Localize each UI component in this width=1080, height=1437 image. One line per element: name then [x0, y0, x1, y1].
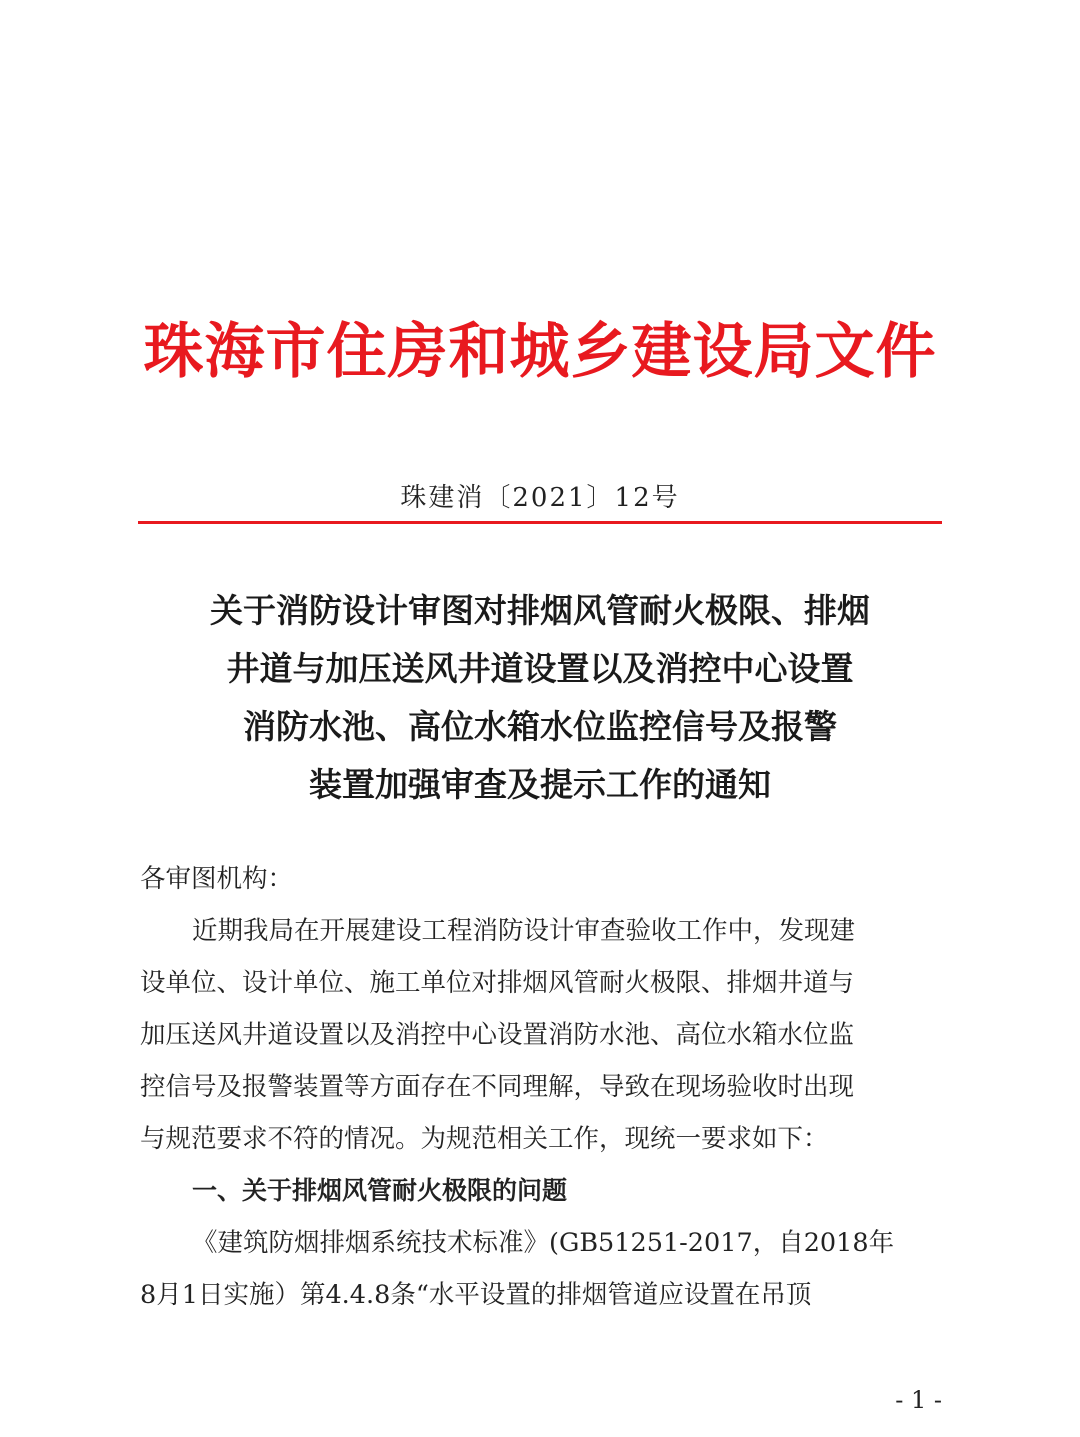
paragraph-line: 设单位、设计单位、施工单位对排烟风管耐火极限、排烟井道与: [140, 968, 855, 998]
section-heading: 一、关于排烟风管耐火极限的问题: [192, 1176, 568, 1205]
paragraph-line: 加压送风井道设置以及消控中心设置消防水池、高位水箱水位监: [140, 1020, 855, 1050]
red-divider-line: [138, 521, 942, 524]
paragraph-line: 《建筑防烟排烟系统技术标准》(GB51251-2017，自2018年: [192, 1228, 895, 1258]
notice-title: [110, 582, 970, 814]
paragraph-line: 近期我局在开展建设工程消防设计审查验收工作中，发现建: [192, 916, 856, 946]
paragraph-line: 8月1日实施）第4.4.8条“水平设置的排烟管道应设置在吊顶: [140, 1280, 812, 1310]
title-line: 井道与加压送风井道设置以及消控中心设置: [226, 649, 854, 688]
section1-paragraph: [140, 1217, 944, 1321]
organization-header: 珠海市住房和城乡建设局文件: [143, 317, 937, 387]
document-number: 珠建消〔2021〕12号: [400, 483, 680, 513]
intro-paragraph: [140, 905, 944, 1165]
paragraph-line: 与规范要求不符的情况。为规范相关工作，现统一要求如下：: [140, 1124, 829, 1154]
paragraph-line: 控信号及报警装置等方面存在不同理解，导致在现场验收时出现: [140, 1072, 855, 1102]
salutation: 各审图机构：: [140, 864, 294, 894]
title-line: 消防水池、高位水箱水位监控信号及报警: [243, 707, 837, 746]
body-text: [140, 853, 944, 1321]
title-line: 关于消防设计审图对排烟风管耐火极限、排烟: [210, 591, 870, 630]
title-line: 装置加强审查及提示工作的通知: [309, 765, 771, 804]
page-number: - 1 -: [895, 1386, 942, 1414]
